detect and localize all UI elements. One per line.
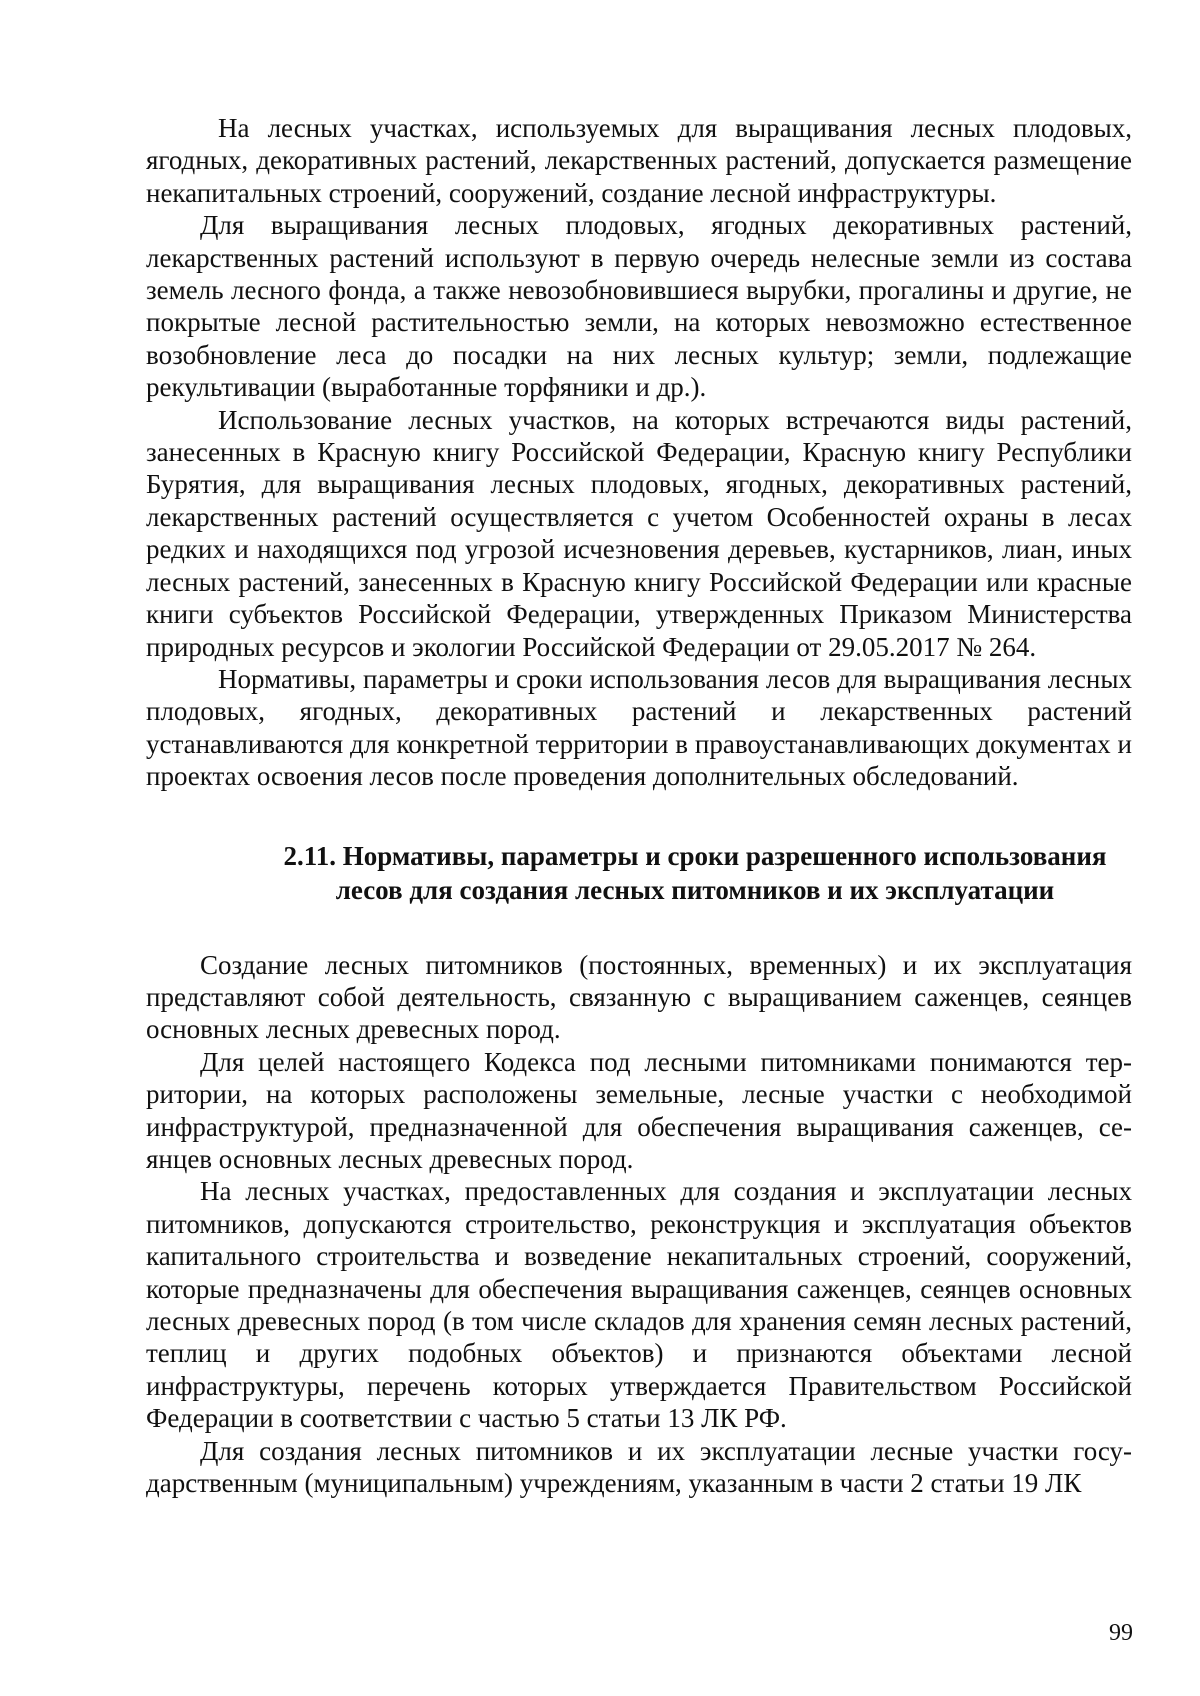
- section-heading-2-11: [146, 839, 1132, 907]
- document-page: [146, 112, 1132, 1499]
- section-heading-line-2: лесов для создания лесных питомников и их эксплуатации: [335, 874, 1055, 905]
- paragraph-nursery-land-provision: Для создания лесных питомников и их эксплуатации лесные участки государственным (муниципальным) учреждениям, указанным в части 2 статьи 19 ЛК: [146, 1435, 1132, 1499]
- paragraph-red-book-species: Использование лесных участков, на которых встречаются виды растений, занесенных в Красную книгу Российской Федерации, Красную книгу Республики Бурятия, для выращивания лесных плодовых, ягодных, декоративных растений, лекарственных растений осуществляется с учетом Особенностей охраны в лесах редких и находящихся под угрозой исчезновения деревьев, кустарников, лиан, иных лесных растений, занесенных в Красную книгу Российской Федерации или красные книги субъектов Российской Федерации, утвержденных Приказом Министерства природных ресурсов и экологии Российской Федерации от 29.05.2017 № 264.: [146, 404, 1132, 662]
- paragraph-nursery-construction: На лесных участках, предоставленных для создания и эксплуатации лесных питомников, допускаются строительство, реконструкция и эксплуатация объектов капитального строительства и возведение некапитальных строений, сооружений, которые предназначены для обеспечения выращивания саженцев, сеянцев основных лесных древесных пород (в том числе складов для хранения семян лесных растений, теплиц и других подобных объектов) и признаются объектами лесной инфраструктуры, перечень которых утверждается Правительством Российской Федерации в соответствии с частью 5 статьи 13 ЛК РФ.: [146, 1176, 1132, 1434]
- section-heading-line-1: 2.11. Нормативы, параметры и сроки разрешенного использования: [283, 840, 1107, 871]
- paragraph-nursery-creation: Создание лесных питомников (постоянных, временных) и их эксплуатация представляют собой деятельность, связанную с выращиванием саженцев, сеянцев основных лесных древесных пород.: [146, 949, 1132, 1045]
- page-number: 99: [1109, 1620, 1133, 1646]
- paragraph-nonpermanent-structures: На лесных участках, используемых для выращивания лесных плодовых, ягодных, декоративных растений, лекарственных растений, допускается размещение некапитальных строений, сооружений, создание лесной инфраструктуры.: [146, 113, 1132, 208]
- paragraph-land-selection: Для выращивания лесных плодовых, ягодных декоративных растений, лекарственных растений используют в первую очередь нелесные земли из состава земель лесного фонда, а также невозобновившиеся вырубки, прогалины и другие, не покрытые лесной растительностью земли, на которых невозможно естественное возобновление леса до посадки на них лесных культур; земли, подлежащие рекультивации (выработанные торфяники и др.).: [146, 210, 1132, 403]
- paragraph-nursery-definition: Для целей настоящего Кодекса под лесными питомниками понимаются территории, на которых расположены земельные, лесные участки с необходимой инфраструктурой, предназначенной для обеспечения выращивания саженцев, сеянцев основных лесных древесных пород.: [146, 1046, 1132, 1174]
- paragraph-norms-parameters: Нормативы, параметры и сроки использования лесов для выращивания лесных плодовых, ягодных, декоративных растений и лекарственных растений устанавливаются для конкретной территории в правоустанавливающих документах и проектах освоения лесов после проведения дополнительных обследований.: [146, 663, 1132, 792]
